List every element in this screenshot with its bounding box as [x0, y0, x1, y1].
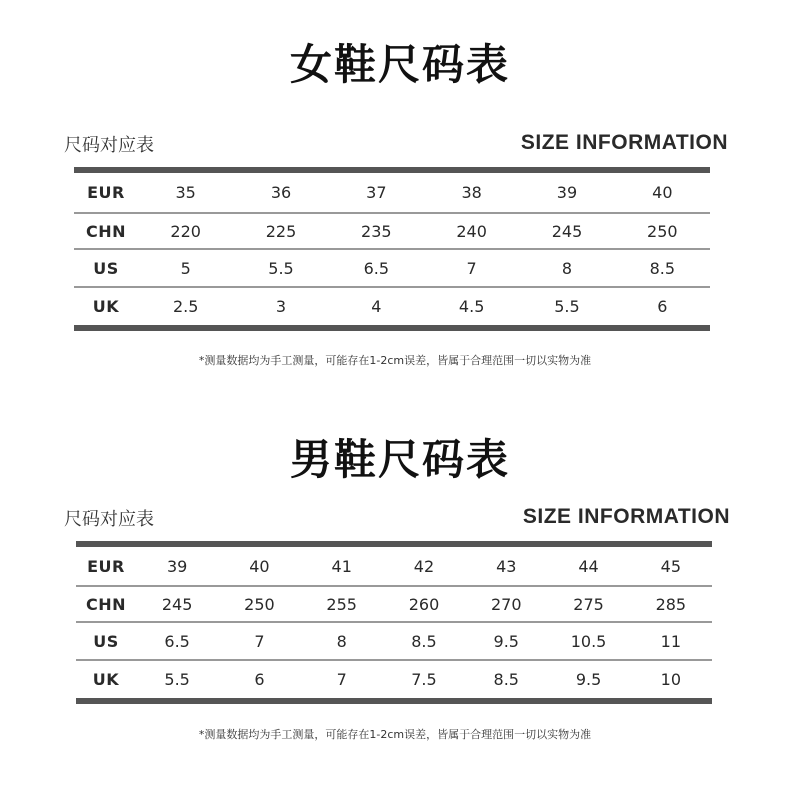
table-cell: 11: [630, 622, 712, 660]
row-label: US: [74, 249, 138, 287]
table-cell: 7: [218, 622, 300, 660]
table-cell: 255: [301, 586, 383, 622]
men-measurement-note: *测量数据均为手工测量，可能存在1-2cm误差，皆属于合理范围一切以实物为准: [198, 728, 592, 741]
table-cell: 42: [413, 556, 435, 576]
men-size-chart-subtitle: 尺码对应表: [64, 509, 154, 530]
table-cell: 39: [166, 556, 188, 576]
women-size-chart-subtitle: 尺码对应表: [64, 135, 154, 156]
table-cell: 8: [519, 249, 614, 287]
table-cell: 4.5: [424, 287, 519, 325]
table-row-uk: [74, 287, 710, 325]
table-cell: 7: [301, 660, 383, 698]
row-label: UK: [74, 287, 138, 325]
table-cell: 8.5: [615, 249, 710, 287]
men-size-chart-title: 男鞋尺码表: [289, 435, 510, 484]
table-cell: 10.5: [547, 622, 629, 660]
table-row-eur: [74, 173, 710, 213]
table-cell: 39: [556, 183, 578, 202]
table-cell: 250: [218, 586, 300, 622]
table-cell: 3: [233, 287, 328, 325]
table-cell: 8.5: [383, 622, 465, 660]
women-size-table: [74, 167, 710, 331]
table-cell: 5.5: [233, 249, 328, 287]
table-row-chn: [74, 213, 710, 249]
table-cell: 40: [652, 183, 673, 202]
table-cell: 220: [138, 213, 233, 249]
men-size-table: [76, 541, 712, 704]
table-cell: 8: [301, 622, 383, 660]
table-row-us: [74, 249, 710, 287]
table-cell: 6.5: [329, 249, 424, 287]
table-cell: 6: [615, 287, 710, 325]
table-cell: 45: [660, 556, 682, 576]
table-cell: 235: [329, 213, 424, 249]
row-label: EUR: [87, 183, 125, 202]
row-label: EUR: [87, 556, 125, 576]
table-cell: 10: [630, 660, 712, 698]
women-size-information-label: SIZE INFORMATION: [520, 131, 728, 154]
table-cell: 38: [461, 183, 482, 202]
row-label: UK: [76, 660, 136, 698]
table-cell: 4: [329, 287, 424, 325]
table-cell: 37: [366, 183, 387, 202]
table-cell: 6: [218, 660, 300, 698]
table-cell: 7.5: [383, 660, 465, 698]
row-label: CHN: [76, 586, 136, 622]
table-cell: 9.5: [465, 622, 547, 660]
table-cell: 5.5: [519, 287, 614, 325]
table-row-us: [76, 622, 712, 660]
table-cell: 7: [424, 249, 519, 287]
women-size-chart-title: 女鞋尺码表: [289, 40, 510, 89]
row-label: US: [76, 622, 136, 660]
table-cell: 285: [630, 586, 712, 622]
table-cell: 5.5: [136, 660, 218, 698]
table-row-chn: [76, 586, 712, 622]
table-cell: 44: [578, 556, 599, 576]
table-cell: 6.5: [136, 622, 218, 660]
table-cell: 9.5: [547, 660, 629, 698]
table-cell: 245: [136, 586, 218, 622]
table-cell: 40: [249, 556, 270, 576]
table-row-eur: [76, 547, 712, 586]
table-cell: 225: [233, 213, 328, 249]
table-cell: 35: [175, 183, 196, 202]
table-cell: 43: [496, 556, 517, 576]
table-cell: 5: [138, 249, 233, 287]
table-row-uk: [76, 660, 712, 698]
table-cell: 270: [465, 586, 547, 622]
table-cell: 41: [331, 556, 352, 576]
table-cell: 245: [519, 213, 614, 249]
table-cell: 260: [383, 586, 465, 622]
table-cell: 250: [615, 213, 710, 249]
table-cell: 36: [270, 183, 292, 202]
women-measurement-note: *测量数据均为手工测量，可能存在1-2cm误差，皆属于合理范围一切以实物为准: [198, 354, 592, 367]
table-cell: 2.5: [138, 287, 233, 325]
row-label: CHN: [74, 213, 138, 249]
table-cell: 8.5: [465, 660, 547, 698]
table-cell: 240: [424, 213, 519, 249]
table-cell: 275: [547, 586, 629, 622]
men-size-information-label: SIZE INFORMATION: [522, 505, 730, 528]
